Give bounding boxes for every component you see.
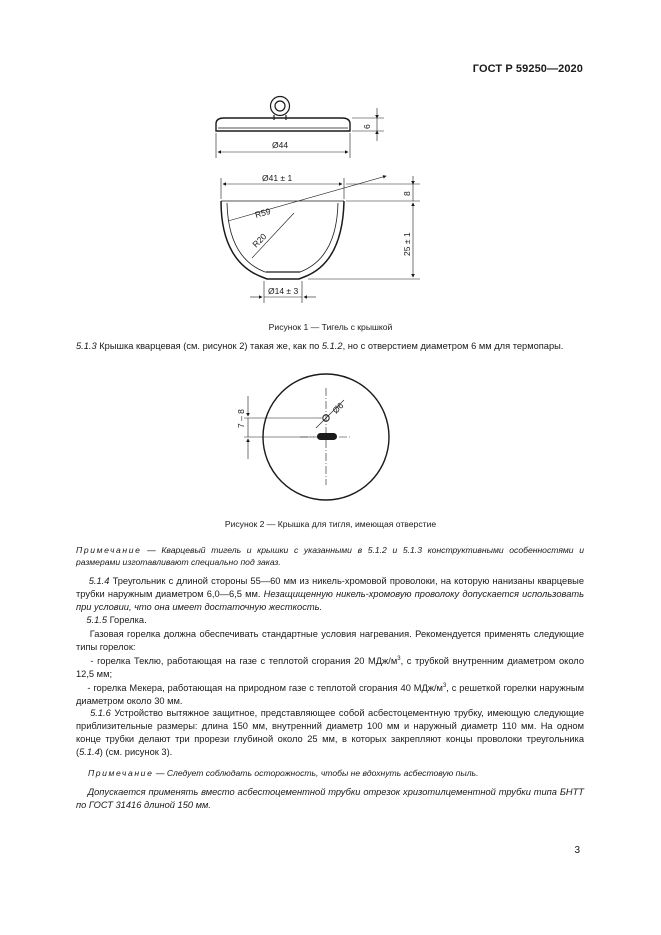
clause-number: 5.1.3 bbox=[76, 341, 97, 351]
hole-diameter-label: Ø6 bbox=[330, 400, 346, 416]
top-diameter-label: Ø41 ± 1 bbox=[262, 173, 293, 183]
paragraph-5-1-5: 5.1.5 Горелка. bbox=[86, 615, 147, 625]
figure-2-caption: Рисунок 2 — Крышка для тигля, имеющая отверстие bbox=[224, 519, 437, 529]
lid-height-label: 6 bbox=[362, 124, 372, 129]
clause-reference: 5.1.2 bbox=[321, 341, 343, 351]
document-standard-header: ГОСТ Р 59250—2020 bbox=[472, 63, 583, 75]
note-2: Примечание — Следует соблюдать осторожность, чтобы не вдохнуть асбестовую пыль. bbox=[87, 768, 479, 778]
page-number: 3 bbox=[574, 845, 580, 856]
note-label: Примечание bbox=[76, 545, 142, 555]
figure-1-caption: Рисунок 1 — Тигель с крышкой bbox=[268, 322, 393, 332]
paragraph-5-1-4: 5.1.4 Треугольник с длиной стороны 55—60 мм из никель-хромовой проволоки, на которую нанизаны кварцевые трубки наружным диаметром 6,0—6,5 мм. Незащищенную никель-хромовую проволоку допускается использовать при условии, что она имеет достаточную жесткость. bbox=[76, 576, 584, 612]
bottom-diameter-label: Ø14 ± 3 bbox=[268, 286, 299, 296]
lid-handle bbox=[317, 433, 337, 440]
total-height-label: 25 ± 1 bbox=[402, 232, 412, 256]
note-1: Примечание — Кварцевый тигель и крышки с указанными в 5.1.2 и 5.1.3 конструктивными особенностями и размерами изготавливают специально под заказ. bbox=[76, 545, 584, 567]
rim-height-label: 8 bbox=[402, 191, 412, 196]
list-item-meker-burner: - горелка Мекера, работающая на природном газе с теплотой сгорания 40 МДж/$м^3$, с решеткой горелки наружным диаметром около 30 мм. bbox=[76, 683, 584, 706]
paragraph-5-1-3: 5.1.3 Крышка кварцевая (см. рисунок 2) такая же, как по 5.1.2, но с отверстием диаметром 6 мм для термопары. bbox=[76, 341, 564, 351]
paragraph-allowed-substitute: Допускается применять вместо асбестоцементной трубки отрезок хризотилцементной трубки типа БНТТ по ГОСТ 31416 длиной 150 мм. bbox=[76, 787, 584, 810]
paragraph-5-1-6: 5.1.6 Устройство вытяжное защитное, представляющее собой асбестоцементную трубку, имеющую следующие приблизительные размеры: длина 150 мм, внутренний диаметр 100 мм и наружный диаметр 110 мм. На одном конце трубки делают три прорези глубиной около 25 мм, в которых закрепляют концы проволоки треугольника (5.1.4) (см. рисунок 3). bbox=[76, 708, 584, 757]
list-item-teclu-burner: - горелка Теклю, работающая на газе с теплотой сгорания 20 МДж/$м^3$, с трубкой внутренним диаметром около 12,5 мм; bbox=[76, 656, 584, 679]
small-radius-label: R20 bbox=[250, 231, 269, 250]
hole-position-label: 7 – 8 bbox=[236, 409, 246, 428]
paragraph-burner-types: Газовая горелка должна обеспечивать стандартные условия нагревания. Рекомендуется применять следующие типы горелок: bbox=[76, 629, 584, 652]
big-radius-label: R59 bbox=[253, 206, 272, 220]
lid-diameter-label: Ø44 bbox=[272, 140, 289, 150]
